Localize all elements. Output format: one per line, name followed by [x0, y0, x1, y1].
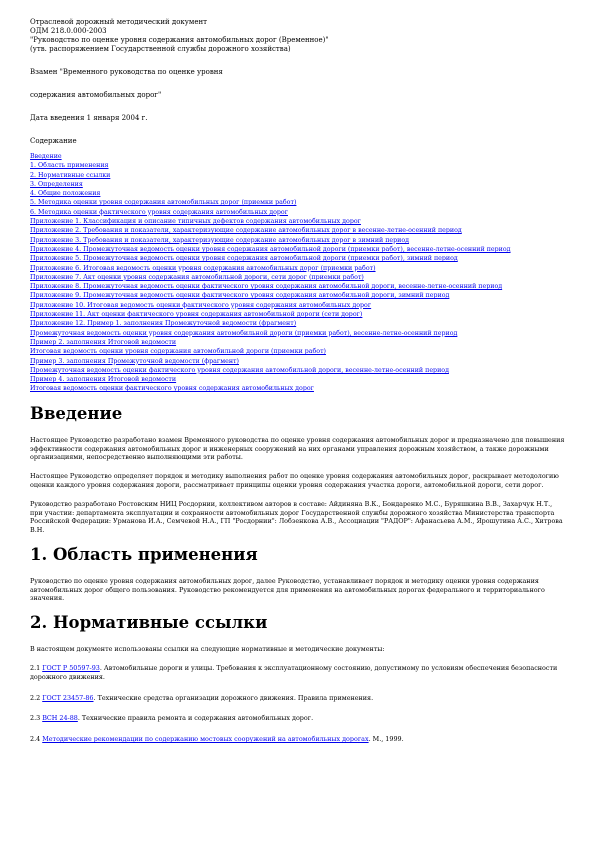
- toc-link[interactable]: Пример 2. заполнения Итоговой ведомости: [30, 338, 177, 346]
- toc-link[interactable]: Приложение 10. Итоговая ведомость оценки фактического уровня содержания автомобильных дорог: [30, 301, 372, 309]
- reference-number: 2.1: [30, 664, 41, 673]
- toc-link[interactable]: Введение: [30, 153, 62, 160]
- toc-link[interactable]: Приложение 2. Требования и показатели, характеризующие содержание автомобильных дорог в весенне-летне-осенний период: [30, 227, 462, 235]
- toc-link[interactable]: Итоговая ведомость оценки фактического уровня содержания автомобильных дорог: [30, 385, 314, 393]
- contents-label: Содержание: [30, 137, 77, 145]
- reference-number: 2.4: [30, 735, 41, 744]
- reference-link[interactable]: ВСН 24-88: [42, 714, 78, 723]
- reference-item: [30, 664, 565, 682]
- doc-date: Дата введения 1 января 2004 г.: [30, 114, 148, 122]
- table-of-contents: [30, 152, 565, 394]
- toc-link[interactable]: 2. Нормативные ссылки: [30, 171, 111, 179]
- intro-heading: Введение: [30, 403, 123, 423]
- intro-paragraph: Настоящее Руководство определяет порядок и методику выполнения работ по оценке уровня содержания автомобильных дорог, раскрывает методологию оценки каждого уровня содержания дороги, рассматривает принципы оценки уровня содержания участка дороги, автомобильной дороги, сети дорог.: [30, 472, 559, 489]
- toc-link[interactable]: Пример 3. заполнения Промежуточной ведомости (фрагмент): [30, 357, 239, 365]
- reference-number: 2.2: [30, 693, 41, 702]
- toc-link[interactable]: Приложение 6. Итоговая ведомость оценки уровня содержания автомобильных дорог (приемки работ): [30, 264, 376, 272]
- reference-text: . М., 1999.: [368, 735, 404, 744]
- refs-intro: В настоящем документе использованы ссылки на следующие нормативные и методические документы:: [30, 645, 385, 654]
- doc-replaces-cont: содержания автомобильных дорог": [30, 91, 162, 99]
- doc-type: Отраслевой дорожный методический документ: [30, 18, 208, 26]
- toc-link[interactable]: 4. Общие положения: [30, 190, 101, 198]
- reference-link[interactable]: ГОСТ Р 50597-93: [42, 664, 100, 673]
- toc-link[interactable]: Приложение 4. Промежуточная ведомость оценки уровня содержания автомобильной дороги (приемки работ), весенне-летне-осенний период: [30, 245, 511, 253]
- toc-link[interactable]: 5. Методика оценки уровня содержания автомобильных дорог (приемки работ): [30, 199, 297, 207]
- reference-text: . Технические средства организации дорожного движения. Правила применения.: [93, 693, 374, 702]
- toc-link[interactable]: Пример 4. заполнения Итоговой ведомости: [30, 376, 177, 384]
- reference-link[interactable]: Методические рекомендации по содержанию мостовых сооружений на автомобильных дорогах: [42, 735, 369, 744]
- toc-link[interactable]: Итоговая ведомость оценки уровня содержания автомобильной дороги (приемки работ): [30, 348, 327, 356]
- reference-text: . Автомобильные дороги и улицы. Требования к эксплуатационному состоянию, допустимому по условиям обеспечения безопасности дорожного движения.: [30, 664, 558, 681]
- doc-replaces: Взамен "Временного руководства по оценке уровня: [30, 68, 223, 76]
- toc-link[interactable]: Приложение 9. Промежуточная ведомость оценки фактического уровня содержания автомобильной дороги, зимний период: [30, 292, 450, 300]
- reference-item: [30, 735, 565, 744]
- toc-link[interactable]: Приложение 7. Акт оценки уровня содержания автомобильной дороги, сети дорог (приемки работ): [30, 273, 364, 281]
- reference-text: . Технические правила ремонта и содержания автомобильных дорог.: [77, 714, 314, 723]
- document-header: [30, 18, 565, 146]
- toc-link[interactable]: Приложение 12. Пример 1. заполнения Промежуточной ведомости (фрагмент): [30, 320, 297, 328]
- reference-item: [30, 714, 565, 723]
- toc-link[interactable]: 1. Область применения: [30, 162, 109, 170]
- reference-number: 2.3: [30, 714, 41, 723]
- doc-approval: (утв. распоряжением Государственной службы дорожного хозяйства): [30, 45, 291, 53]
- toc-link[interactable]: Промежуточная ведомость оценки уровня содержания автомобильной дороги (приемки работ), весенне-летне-осенний период: [30, 329, 458, 337]
- toc-link[interactable]: Приложение 5. Промежуточная ведомость оценки уровня содержания автомобильной дороги (приемки работ), зимний период: [30, 255, 458, 263]
- scope-paragraph: Руководство по оценке уровня содержания автомобильных дорог, далее Руководство, устанавливает порядок и методику оценки уровня содержания автомобильных дорог общего пользования. Руководство рекомендуется для применения на автомобильных дорогах федерального и территориального значения.: [30, 576, 545, 603]
- reference-item: [30, 694, 565, 703]
- toc-link[interactable]: Промежуточная ведомость оценки фактического уровня содержания автомобильной дороги, весенне-летне-осенний период: [30, 366, 449, 374]
- scope-heading: 1. Область применения: [30, 544, 258, 564]
- doc-title: "Руководство по оценке уровня содержания автомобильных дорог (Временное)": [30, 36, 329, 44]
- reference-link[interactable]: ГОСТ 23457-86: [42, 693, 94, 702]
- intro-paragraph: Руководство разработано Ростовским НИЦ Росдорнии, коллективом авторов в составе: Айдиняна В.К., Бондаренко М.С., Буряшкина В.В., Захарчук Н.Т., при участии: департамента эксплуатации и сохранности автомобильных дорог Государственной службы дорожного хозяйства Министерства транспорта Российской Федерации: Урманова И.А., Семчевой Н.А., ГП "Росдорнии": Лобзенкова А.В., Ассоциации "РАДОР": Афанасьева А.М., Ярошутина А.С., Хитрова В.Н.: [30, 499, 563, 535]
- toc-link[interactable]: 6. Методика оценки фактического уровня содержания автомобильных дорог: [30, 208, 288, 216]
- toc-link[interactable]: Приложение 11. Акт оценки фактического уровня содержания автомобильной дороги (сети дорог): [30, 311, 363, 319]
- doc-code: ОДМ 218.0.000-2003: [30, 27, 107, 35]
- toc-link[interactable]: Приложение 3. Требования и показатели, характеризующие содержание автомобильных дорог в зимний период: [30, 236, 410, 244]
- refs-heading: 2. Нормативные ссылки: [30, 613, 268, 633]
- toc-link[interactable]: Приложение 1. Классификация и описание типичных дефектов содержания автомобильных дорог: [30, 218, 361, 226]
- toc-link[interactable]: 3. Определения: [30, 180, 83, 188]
- toc-link[interactable]: Приложение 8. Промежуточная ведомость оценки фактического уровня содержания автомобильной дороги, весенне-летне-осенний период: [30, 283, 503, 291]
- intro-paragraph: Настоящее Руководство разработано взамен Временного руководства по оценке уровня содержания автомобильных дорог и предназначено для повышения эффективности содержания автомобильных дорог и инженерных сооружений на них органами управления дорожным хозяйством, а также дорожными организациями, непосредственно выполняющими эти работы.: [30, 435, 565, 462]
